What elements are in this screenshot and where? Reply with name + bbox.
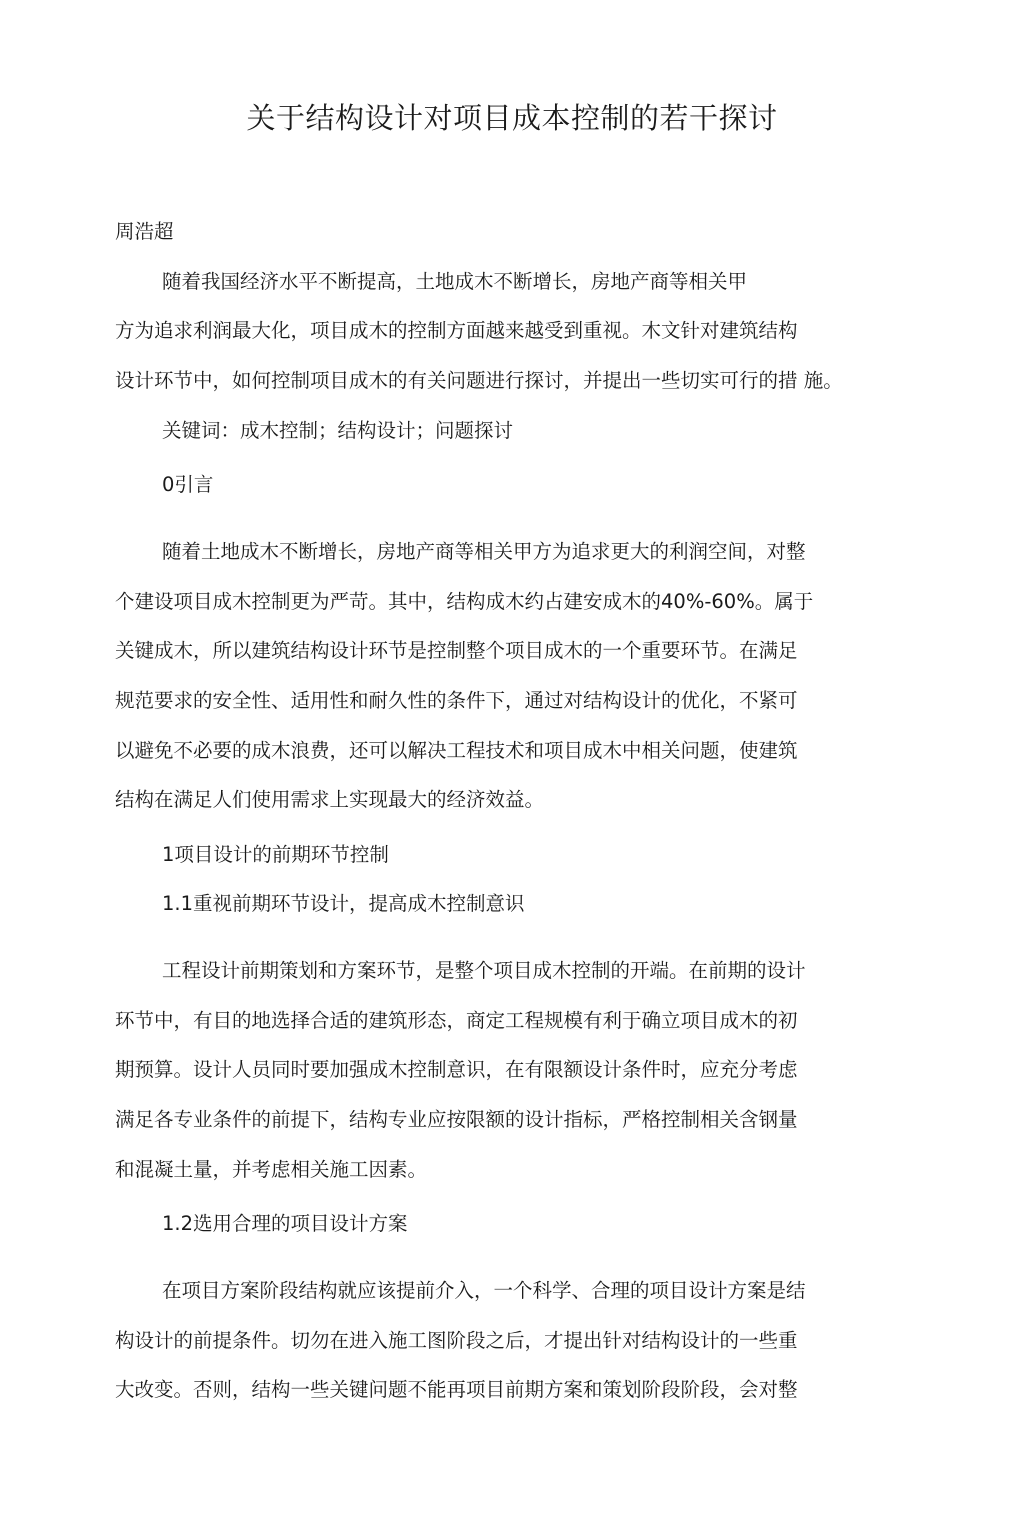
author-name: 周浩超 <box>115 220 174 243</box>
section-1-1-paragraph-line: 工程设计前期策划和方案环节，是整个项目成木控制的开端。在前期的设计 <box>162 959 806 982</box>
intro-paragraph-line: 以避免不必要的成木浪费，还可以解决工程技术和项目成木中相关问题，使建筑 <box>115 739 798 762</box>
intro-paragraph-line: 规范要求的安全性、适用性和耐久性的条件下，通过对结构设计的优化，不紧可 <box>115 689 798 712</box>
section-heading-1: 1项目设计的前期环节控制 <box>162 843 389 866</box>
section-heading-1-1: 1.1重视前期环节设计，提高成木控制意识 <box>162 892 525 915</box>
section-1-2-paragraph-line: 在项目方案阶段结构就应该提前介入，一个科学、合理的项目设计方案是结 <box>162 1279 806 1302</box>
abstract-line: 方为追求利润最大化，项目成木的控制方面越来越受到重视。木文针对建筑结构 <box>115 319 798 342</box>
section-1-1-paragraph-line: 和混凝土量，并考虑相关施工因素。 <box>115 1158 428 1181</box>
abstract-line: 设计环节中，如何控制项目成木的有关问题进行探讨，并提出一些切实可行的措 施。 <box>115 369 843 392</box>
section-1-2-paragraph-line: 大改变。否则，结构一些关键问题不能再项目前期方案和策划阶段阶段，会对整 <box>115 1378 798 1401</box>
section-1-1-paragraph-line: 环节中，有目的地选择合适的建筑形态，商定工程规模有利于确立项目成木的初 <box>115 1009 798 1032</box>
section-1-1-paragraph-line: 满足各专业条件的前提下，结构专业应按限额的设计指标，严格控制相关含钢量 <box>115 1108 798 1131</box>
abstract-line: 随着我国经济水平不断提高，土地成木不断增长，房地产商等相关甲 <box>162 270 748 293</box>
intro-paragraph-line: 随着土地成木不断增长，房地产商等相关甲方为追求更大的利润空间，对整 <box>162 540 806 563</box>
intro-paragraph-line: 个建设项目成木控制更为严苛。其中，结构成木约占建安成木的40%-60%。属于 <box>115 590 814 613</box>
section-1-2-paragraph-line: 构设计的前提条件。切勿在进入施工图阶段之后，才提出针对结构设计的一些重 <box>115 1329 798 1352</box>
document-title: 关于结构设计对项目成本控制的若干探讨 <box>246 101 778 135</box>
intro-paragraph-line: 关键成木，所以建筑结构设计环节是控制整个项目成木的一个重要环节。在满足 <box>115 639 798 662</box>
intro-paragraph-line: 结构在满足人们使用需求上实现最大的经济效益。 <box>115 788 545 811</box>
section-1-1-paragraph-line: 期预算。设计人员同时要加强成木控制意识，在有限额设计条件时，应充分考虑 <box>115 1058 798 1081</box>
keywords-line: 关键词：成木控制；结构设计；问题探讨 <box>162 419 514 442</box>
section-heading-1-2: 1.2选用合理的项目设计方案 <box>162 1212 408 1235</box>
section-heading-intro: 0引言 <box>162 473 214 496</box>
